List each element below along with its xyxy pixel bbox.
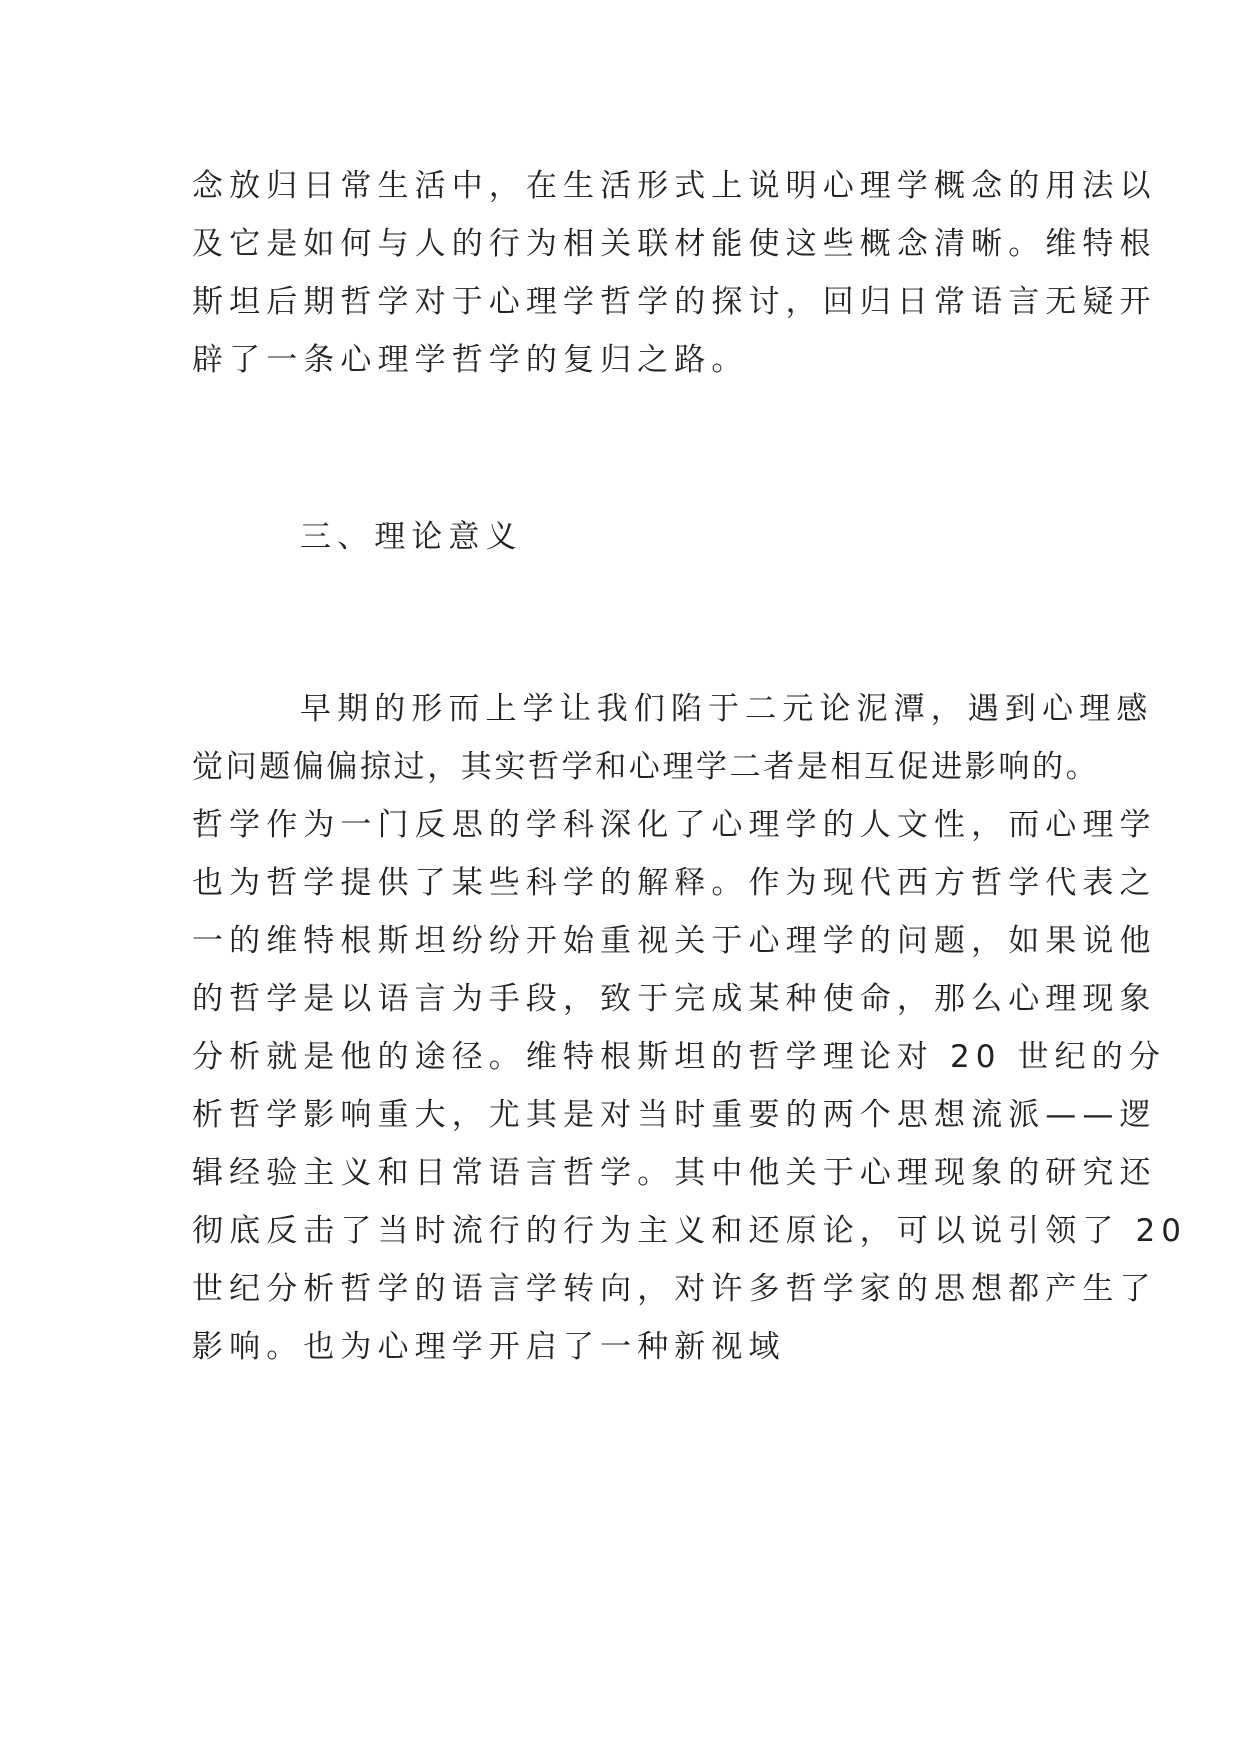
paragraph-line: 析哲学影响重大，尤其是对当时重要的两个思想流派——逻 [192, 1097, 1157, 1133]
paragraph-line: 彻底反击了当时流行的行为主义和还原论，可以说引领了 20 [192, 1213, 1188, 1249]
paragraph-line: 辑经验主义和日常语言哲学。其中他关于心理现象的研究还 [192, 1155, 1157, 1191]
paragraph-line: 念放归日常生活中，在生活形式上说明心理学概念的用法以 [192, 168, 1157, 204]
paragraph-line: 早期的形而上学让我们陷于二元论泥潭，遇到心理感 [300, 691, 1154, 727]
paragraph-line: 分析就是他的途径。维特根斯坦的哲学理论对 20 世纪的分 [192, 1039, 1166, 1075]
paragraph-line: 及它是如何与人的行为相关联材能使这些概念清晰。维特根 [192, 226, 1157, 262]
paragraph-line: 也为哲学提供了某些科学的解释。作为现代西方哲学代表之 [192, 865, 1157, 901]
paragraph-line: 辟了一条心理学哲学的复归之路。 [192, 342, 749, 378]
paragraph-line: 哲学作为一门反思的学科深化了心理学的人文性，而心理学 [192, 807, 1157, 843]
paragraph-line: 影响。也为心理学开启了一种新视域 [192, 1329, 786, 1365]
paragraph-line: 世纪分析哲学的语言学转向，对许多哲学家的思想都产生了 [192, 1271, 1157, 1307]
paragraph-line: 的哲学是以语言为手段，致于完成某种使命，那么心理现象 [192, 981, 1157, 1017]
paragraph-line: 斯坦后期哲学对于心理学哲学的探讨，回归日常语言无疑开 [192, 284, 1157, 320]
paragraph-line: 一的维特根斯坦纷纷开始重视关于心理学的问题，如果说他 [192, 923, 1157, 959]
section-heading: 三、理论意义 [300, 519, 523, 555]
paragraph-line: 觉问题偏偏掠过，其实哲学和心理学二者是相互促进影响的。 [192, 749, 1100, 785]
